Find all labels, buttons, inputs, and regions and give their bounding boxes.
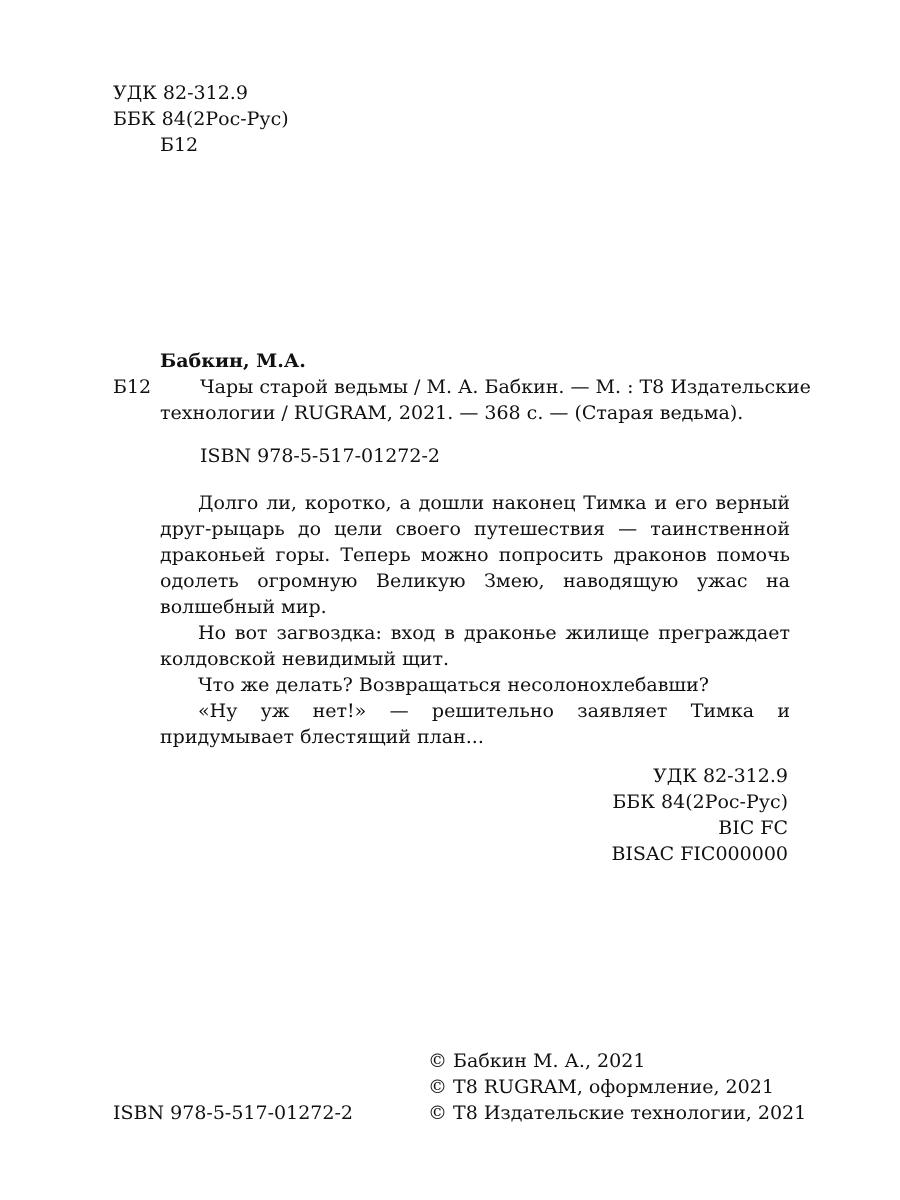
classification-bbk: ББК 84(2Рос-Рус) xyxy=(612,791,788,813)
classification-bic: BIC FC xyxy=(718,817,788,839)
copyright-publisher: © Т8 Издательские технологии, 2021 xyxy=(428,1102,807,1124)
header-author-mark: Б12 xyxy=(160,134,199,156)
classification-udk: УДК 82-312.9 xyxy=(653,765,788,787)
copyright-design: © Т8 RUGRAM, оформление, 2021 xyxy=(428,1076,774,1098)
footer-isbn: ISBN 978-5-517-01272-2 xyxy=(113,1102,353,1124)
annotation-paragraph-2: Но вот загвоздка: вход в драконье жилище преграждает колдовской невидимый щит. xyxy=(160,622,790,670)
author-name: Бабкин, М.А. xyxy=(160,350,306,372)
description-line-2: технологии / RUGRAM, 2021. — 368 с. — (Старая ведьма). xyxy=(160,402,744,424)
annotation xyxy=(160,490,790,750)
description-line-1: Чары старой ведьмы / М. А. Бабкин. — М. : Т8 Издательские xyxy=(200,376,811,398)
record-author-mark: Б12 xyxy=(113,376,152,398)
classification-bisac: BISAC FIC000000 xyxy=(611,843,788,865)
annotation-paragraph-4: «Ну уж нет!» — решительно заявляет Тимка и придумывает блестящий план... xyxy=(160,700,790,748)
copyright-author: © Бабкин М. А., 2021 xyxy=(428,1050,646,1072)
annotation-paragraph-3: Что же делать? Возвращаться несолонохлебавши? xyxy=(198,674,709,696)
header-bbk: ББК 84(2Рос-Рус) xyxy=(113,108,289,130)
annotation-paragraph-1: Долго ли, коротко, а дошли наконец Тимка и его верный друг-рыцарь до цели своего путешествия — таинственной драконьей горы. Теперь можно попросить драконов помочь одолеть огромную Великую Змею, наводящую ужас на волшебный мир. xyxy=(160,492,790,618)
record-isbn: ISBN 978-5-517-01272-2 xyxy=(200,445,440,467)
header-udk: УДК 82-312.9 xyxy=(113,82,248,104)
